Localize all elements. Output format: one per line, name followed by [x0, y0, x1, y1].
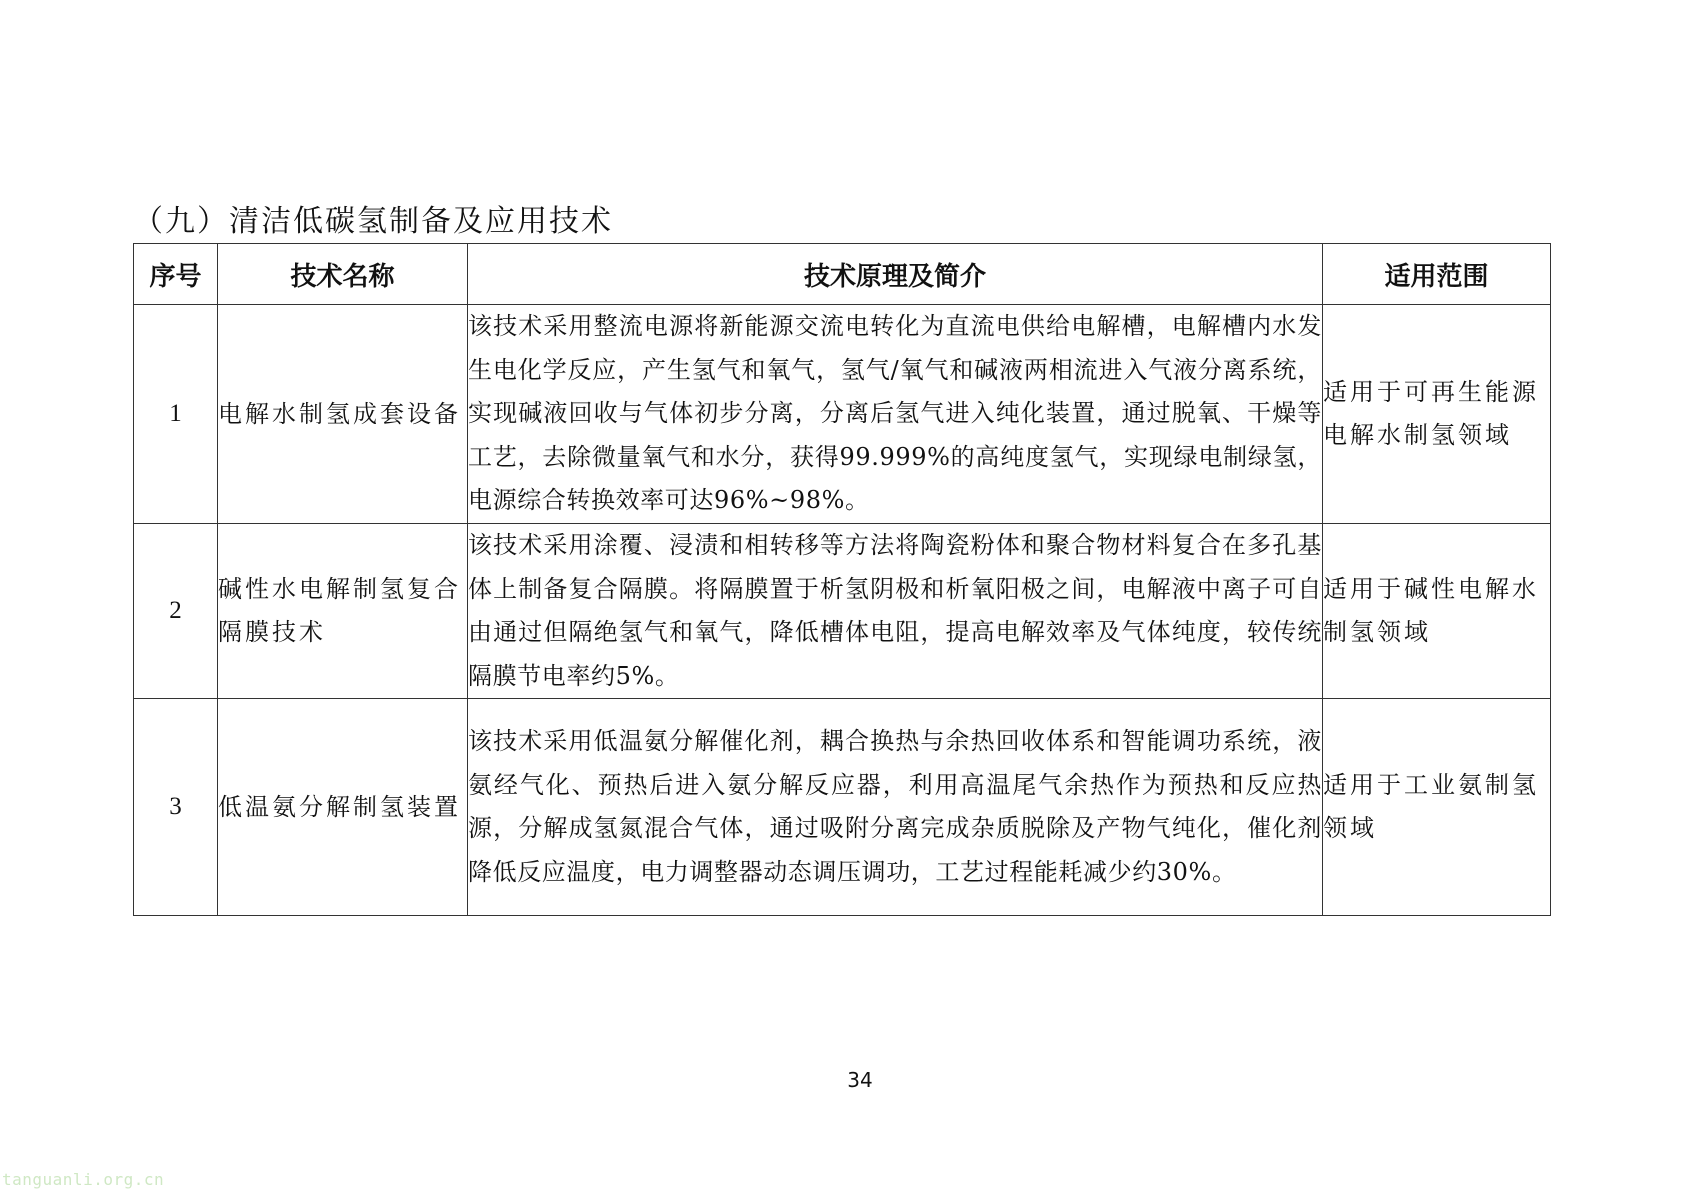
technology-table — [133, 243, 1551, 916]
table-row — [134, 524, 1551, 699]
applicable-scope: 适用于工业氨制氢领域 — [1323, 699, 1551, 916]
header-scope: 适用范围 — [1323, 244, 1551, 305]
row-number: 3 — [134, 699, 218, 916]
technology-name: 电解水制氢成套设备 — [218, 305, 468, 524]
table-row — [134, 305, 1551, 524]
header-desc: 技术原理及简介 — [468, 244, 1323, 305]
technology-name: 碱性水电解制氢复合隔膜技术 — [218, 524, 468, 699]
header-name: 技术名称 — [218, 244, 468, 305]
technology-description: 该技术采用涂覆、浸渍和相转移等方法将陶瓷粉体和聚合物材料复合在多孔基体上制备复合隔膜。将隔膜置于析氢阴极和析氧阳极之间，电解液中离子可自由通过但隔绝氢气和氧气，降低槽体电阻，提高电解效率及气体纯度，较传统隔膜节电率约5%。 — [468, 524, 1323, 699]
row-number: 1 — [134, 305, 218, 524]
applicable-scope: 适用于碱性电解水制氢领域 — [1323, 524, 1551, 699]
table-row — [134, 699, 1551, 916]
watermark: tanguanli.org.cn — [2, 1170, 165, 1189]
table-header-row — [134, 244, 1551, 305]
section-title: （九）清洁低碳氢制备及应用技术 — [133, 204, 613, 239]
header-no: 序号 — [134, 244, 218, 305]
technology-name: 低温氨分解制氢装置 — [218, 699, 468, 916]
technology-description: 该技术采用低温氨分解催化剂，耦合换热与余热回收体系和智能调功系统，液氨经气化、预热后进入氨分解反应器，利用高温尾气余热作为预热和反应热源，分解成氢氮混合气体，通过吸附分离完成杂质脱除及产物气纯化，催化剂降低反应温度，电力调整器动态调压调功，工艺过程能耗减少约30%。 — [468, 699, 1323, 916]
applicable-scope: 适用于可再生能源电解水制氢领域 — [1323, 305, 1551, 524]
page-number: 34 — [847, 1068, 873, 1092]
row-number: 2 — [134, 524, 218, 699]
technology-description: 该技术采用整流电源将新能源交流电转化为直流电供给电解槽，电解槽内水发生电化学反应，产生氢气和氧气，氢气/氧气和碱液两相流进入气液分离系统，实现碱液回收与气体初步分离，分离后氢气进入纯化装置，通过脱氧、干燥等工艺，去除微量氧气和水分，获得99.999%的高纯度氢气，实现绿电制绿氢，电源综合转换效率可达96%~98%。 — [468, 305, 1323, 524]
